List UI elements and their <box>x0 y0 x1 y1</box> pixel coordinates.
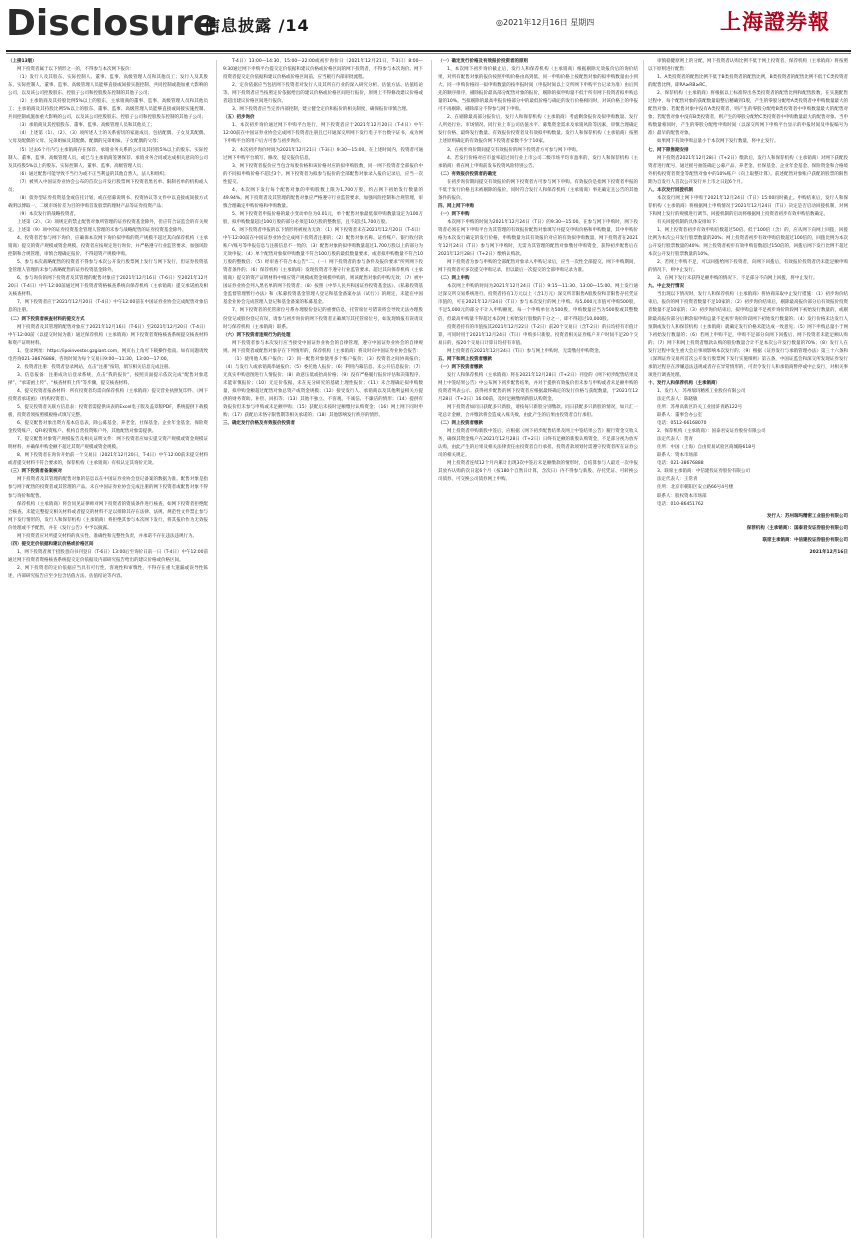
newspaper-logo: 上海證券報 <box>720 9 830 34</box>
body-paragraph: 2、保荐机构（主承销商）将根据以上标准得出各类投资者的配售比例和配售股数，在实施配售过程中，每个配售对象的获配数量取整后精确到1股，产生的零股分配给A类投资者中申购数量最大的配售对象；若配售对象中没有A类投资者，则产生的零股分配给B类投资者中申购数量最大的配售对象；若配售对象中没有B类投资者，则产生的零股分配给C类投资者中申购数量最大的配售对象。当申购数量相同时，产生的零股分配给申购时间（以深交所网下申购平台显示的申报时间及申报编号为准）最早的配售对象。 <box>648 91 848 137</box>
body-paragraph: 2、投资者注册：投资者登录网站，点击“注册”按钮，填写相关信息完成注册。 <box>17 364 174 370</box>
body-paragraph: 网下投资者及其管理的配售对象应于2021年12月16日（T-6日）至2021年12月20日（T-4日）中午12:00前（以提交时间为准）通过保荐机构（主承销商）网下投资者资格核查系统提交核查材料和资产证明材料。 <box>8 324 208 346</box>
body-paragraph: 4、本次网下发行每个配售对象的申购股数上限为1,700万股，约占网下初始发行数量的49.94%。网下投资者及其管理的配售对象应严格遵守行业监管要求，加强风险控制和合规管理，审慎合理确定申购价格和申购数量。 <box>223 187 423 209</box>
body-paragraph: 6、参与询价的网下投资者及其管理的配售对象应于2021年12月16日（T-6日）至2021年12月20日（T-4日）中午12:00前通过网下投资者资格核查系统向保荐机构（主承销商）提交承诺函及相关核查材料。 <box>8 276 208 298</box>
section-heading: （二）网上申购 <box>438 276 470 282</box>
section-heading: （四）提交定价依据和建议价格或价格区间 <box>8 541 94 547</box>
body-paragraph: 1、本次网下初步询价截止后，发行人和保荐机构（主承销商）根据剔除无效报价后的询价结果，对所有配售对象的报价按照申购价格由高到低、同一申购价格上按配售对象的拟申购数量由小到大、同一申购价格同一拟申购数量的按申报时间（申报时间以上交所网下申购平台记录为准）由后到先的顺序排序，剔除报价最高部分配售对象的报价，剔除的拟申购量不低于所有网下投资者拟申购总量的10%。当拟剔除的最高申报价格部分中的最低价格与确定的发行价格相同时，对该价格上的申报可不再剔除。剔除部分不得参与网下申购。 <box>438 67 638 113</box>
body-paragraph: （1）发行人及其股东、实际控制人、董事、监事、高级管理人员和其他员工；发行人及其股东、实际控制人、董事、监事、高级管理人员能够直接或间接实施控制、共同控制或施加重大影响的公司，以及该公司控股股东、控股子公司和控股股东控制的其他子公司； <box>8 75 208 97</box>
body-paragraph: 住所：苏州高新区浒关工业园浒青路122号 <box>657 405 743 411</box>
body-paragraph: （9）本次发行的战略投资者。 <box>17 211 79 217</box>
masthead <box>0 0 857 50</box>
body-paragraph: 2、若网上申购不足，可以回拨给网下投资者，向网下回拨后，有效报价投资者仍未能足额申购的情况下，则中止发行。 <box>648 260 848 274</box>
body-paragraph: 3、网下投资者报价应当包含每股价格和该价格对应的拟申购股数，同一网下投资者全部报价中的不同拟申购价格不超过3个。网下投资者为拟参与报价的全部配售对象录入报价记录后，应当一次性提交。 <box>223 163 423 185</box>
body-paragraph: 1、本次初步询价通过网下申购平台进行，网下投资者应于2021年12月20日（T-4日）中午12:00前在中国证券业协会完成网下投资者注册且已开通深交所网下发行电子平台数字证书，成为网下申购平台的用户后方可参与初步询价。 <box>223 123 423 145</box>
body-paragraph: （6）通过配售可能导致不当行为或不正当利益的其他自然人、法人和组织； <box>17 171 169 177</box>
body-paragraph: 4、投资者若参与网下询价，应确保本次网下询价拟申购的资产规模不超过其向保荐机构（主承销商）提交的资产规模或资金规模。投资者应按规定进行询价，并严格遵守行业监管要求，加强风险控制和合规管理，审慎合理确定报价，不得超资产规模申购。 <box>8 236 208 258</box>
section-heading: 九、中止发行情况 <box>648 284 684 290</box>
text-column-2 <box>223 58 423 1240</box>
column-divider <box>643 60 644 1238</box>
body-paragraph: 网下投资者2021年12月28日（T+2日）缴款后，发行人和保荐机构（主承销商）对网下获配投资者进行配号，通过摇号抽签确定公募产品、养老金、社保基金、企业年金基金、保险资金和合格境外机构投资者资金等配售对象中的10%账户（向上取整计算）。前述配售对象账户获配的股票的限售期为自发行人首次公开发行并上市之日起6个月。 <box>648 155 848 185</box>
section-heading: （二）有效报价投资者的确定 <box>438 171 497 177</box>
body-paragraph: 3、信息报备：注册成功后登录系统，点击“我的报价”，按照页面提示依次完成“配售对象选择”、“承诺函上传”、“核查材料上传”等步骤，提交核查材料。 <box>8 372 208 386</box>
section-heading: （一）网下投资者缴款 <box>438 364 483 370</box>
text-column-1 <box>8 58 208 1240</box>
body-paragraph: 法定代表人：陈晓敏 <box>657 396 698 402</box>
body-paragraph: 1、登录网址：https://ipoinvestor.gzgiant.com，网页右上角可下载操作指南。如有问题请致电咨询021-38676888，咨询时间为每个交易日9:00—11:30，13:00—17:00。 <box>8 348 208 362</box>
masthead-rule <box>6 50 851 52</box>
body-paragraph: 2、定价依据应当包括网下投资者对发行人及其所在行业的深入研究分析、估值方法、估值结论等。网下投资者应当按照定价依据给出的建议价格或价格区间进行报价，原则上不得修改建议价格或者超出建议价格区间进行报价。 <box>223 83 423 105</box>
column-divider <box>216 60 217 1238</box>
body-paragraph: 3、在网下发行未获得足额申购的情况下，不足部分不向网上回拨，将中止发行。 <box>657 276 818 282</box>
section-heading: （六）网下投资者违规行为的处理 <box>223 332 291 338</box>
body-paragraph: 网下投资者参与本次发行应当接受中国证券业协会的自律管理，遵守中国证券业协会的自律规则。网下投资者或配售对象存在下列情形的，保荐机构（主承销商）将及时向中国证券业协会报告： <box>223 340 423 354</box>
body-paragraph: 1、发行人：苏州瑞玛精密工业股份有限公司 <box>657 388 746 394</box>
body-paragraph: 2、保荐机构（主承销商）：国泰君安证券股份有限公司 <box>657 429 766 435</box>
body-paragraph: 投资者持有的市值按其2021年12月22日（T-2日）前20个交易日（含T-2日）的日均持有市值计算，可同时用于2021年12月24日（T日）申购多只新股。投资者相关证券账户开户时间不足20个交易日的，按20个交易日计算日均持有市值。 <box>438 324 638 346</box>
body-paragraph: 保荐机构（主承销商）将会同见证律师对网下投资者的资质条件进行核查，如网下投资者拒绝配合核查、未能完整提交相关材料或者提交的材料不足以排除其存在法律、法规、规范性文件禁止参与网下发行情形的，发行人和保荐机构（主承销商）将拒绝其参与本次网下发行，将其报价作为无效报价处理或不予配售，并在《发行公告》中予以披露。 <box>8 501 208 531</box>
body-paragraph: 住所：北京市朝阳区安立路66号4号楼 <box>657 485 734 491</box>
section-heading: （一）网下申购 <box>438 211 470 217</box>
body-paragraph: 审慎稳健原则上的分配，网下投资者认购比例不低于网上投资者，保荐机构（主承销商）将按照以下原则进行配售： <box>648 59 848 73</box>
body-paragraph: 1、网上投资者初步有效申购倍数超过50倍、低于100倍（含）的，应从网下向网上回拨，回拨比例为本次公开发行股票数量的20%；网上投资者初步有效申购倍数超过100倍的，回拨比例为本次公开发行股票数量的40%；网上投资者初步有效申购倍数超过150倍的，回拨后网下发行比例不超过本次公开发行股票数量的10%。 <box>648 227 848 258</box>
body-paragraph: 法定代表人：王常青 <box>657 477 698 483</box>
brand-title: Disclosure <box>6 3 218 44</box>
body-paragraph: 5、提交投资者关联方信息表：投资者需提供该表的Excel电子版及盖章版PDF，系统提供下载模板，投资者须按照模板格式填写完整。 <box>8 405 208 419</box>
body-paragraph: 网下投资者应对所提交材料的真实性、准确性和完整性负责，并承诺不存在违法违规行为。 <box>17 533 197 539</box>
body-paragraph: T-4日）13:00—14:30、15:00—22:00或初步询价日（2021年12月21日，T-3日）8:00—9:30通过网下申购平台提交定价依据和建议价格或价格区间的网下投资者，不得参与本次询价。网下投资者提交定价依据和建议价格或价格区间前，应当履行内部审批流程。 <box>223 59 423 81</box>
body-paragraph: 网上投资者连续12个月内累计出现3次中签后未足额缴款的情形时，自结算参与人最近一次申报其放弃认购的次日起6个月（按180个自然日计算，含次日）内不得参与新股、存托凭证、可转换公司债券、可交换公司债券网上申购。 <box>438 461 638 483</box>
body-paragraph: 本次发行网上网下申购于2021年12月24日（T日）15:00同时截止。申购结束后，发行人和保荐机构（主承销商）将根据网上申购情况于2021年12月24日（T日）决定是否启动回拨机制，对网下和网上发行的规模进行调节。回拨机制的启动将根据网上投资者初步有效申购倍数确定。 <box>648 195 848 217</box>
body-paragraph: 3、联席主承销商：中信建投证券股份有限公司 <box>657 469 750 475</box>
body-paragraph: （8）债券型证券投资基金或信托计划，或在招募说明书、投资协议等文件中以直接或间接方式载明以博取一、二级市场价差为目的申购首发股票的理财产品等证券投资产品； <box>8 195 208 209</box>
section-heading: （二）网下投资者核查材料的提交方式 <box>8 316 85 322</box>
signature-line: 发行人：苏州瑞玛精密工业股份有限公司 <box>767 513 848 519</box>
body-paragraph: 4、若发行价格对应市盈率超过同行业上市公司二级市场平均市盈率的，发行人和保荐机构（主承销商）将在网上申购前发布投资风险特别公告。 <box>438 155 638 169</box>
section-heading: （一）确定发行价格及有效报价投资者的原则 <box>438 59 528 64</box>
body-paragraph: （7）被列入中国证券业协会公布的首次公开发行股票网下投资者黑名单、限制名单的机构或人员； <box>8 179 208 193</box>
section-heading: 四、网上网下申购 <box>438 203 474 209</box>
body-paragraph: 6、提交配售对象出资方基本信息表，除公募基金、养老金、社保基金、企业年金基金、保险资金投资账户、QFII投资账户、机构自营投资账户外，其他配售对象需提供。 <box>8 421 208 435</box>
text-column-3 <box>438 58 638 1240</box>
body-paragraph: 网下投资者如同日获配多只新股，请按每只新股分别缴款。同日获配多只新股的情况，如只汇一笔总计金额，合并缴款将会造成入账失败，由此产生的后果由投资者自行承担。 <box>438 405 638 419</box>
body-paragraph: 8、网下投资者在询价开始前一个交易日（2021年12月20日，T-4日）中午12:00前未提交材料或者提交材料不符合要求的，保荐机构（主承销商）有权认定其询价无效。 <box>8 453 208 467</box>
body-paragraph: 4、提交投资者报备材料：所有投资者均需向保荐机构（主承销商）提交营业执照复印件、《网下投资者承诺函》（机构投资者）。 <box>8 388 208 402</box>
body-paragraph: 5、网下投资者申报价格的最小变动单位为0.01元，单个配售对象最低拟申购数量设定为100万股，拟申购数量超过100万股的部分必须是10万股的整数倍，且不超过1,700万股。 <box>223 211 423 225</box>
body-paragraph: 网下投资者属于以下情形之一的，不得参与本次网下报价： <box>17 67 134 73</box>
section-heading: （二）网上投资者缴款 <box>438 421 483 427</box>
body-paragraph: （3）承销商及其控股股东、董事、监事、高级管理人员和其他员工； <box>17 123 155 129</box>
section-heading: 八、本次发行回拨机制 <box>648 187 693 193</box>
body-paragraph: 2、本次初步询价时间为2021年12月21日（T-3日）9:30—15:00。在上述时间内，投资者可通过网下申购平台填写、修改、提交报价信息。 <box>223 147 423 161</box>
body-paragraph: 网上投资者在2021年12月24日（T日）参与网上申购时，无需缴付申购资金。 <box>447 348 604 354</box>
body-paragraph: 本次网上申购的时间为2021年12月24日（T日）9:15—11:30、13:00—15:00。网上发行通过深交所交易系统进行。投资者持有1万元以上（含1万元）深交所非限售A股股份和非限售存托凭证市值的，可在2021年12月24日（T日）参与本次发行的网上申购。每5,000元市值可申购500股，不足5,000元的部分不计入申购额度。每一个申购单位为500股，申购数量应当为500股或其整数倍，但最高申购量不得超过本次网上初始发行股数的千分之一，即不得超过10,000股。 <box>438 284 638 322</box>
date-line: ◎2021年12月16日 星期四 <box>496 18 595 27</box>
body-paragraph: 电话：0512-66168070 <box>657 421 707 427</box>
body-paragraph: 本次网下申购的时间为2021年12月24日（T日）的9:30—15:00。在参与网下申购时，网下投资者必须在网下申购平台为其管理的有效报价配售对象填写并提交申购价格和申购数量，其中申购价格为本次发行确定的发行价格，申购数量为其有效报价对应的有效拟申购数量。网下投资者在2021年12月24日（T日）参与网下申购时，无需为其管理的配售对象缴付申购资金，获得初步配售后在2021年12月28日（T+2日）缴纳认购款。 <box>438 219 638 258</box>
body-paragraph: 住所：中国（上海）自由贸易试验区商城路618号 <box>657 445 756 451</box>
body-paragraph: 发行人和保荐机构（主承销商）将在2021年12月28日（T+2日）刊登的《网下初步配售结果及网上中签结果公告》中公布网下初步配售结果，并对于提供有效报价但未参与申购或者未足额申购的投资者列表公示。获得初步配售的网下投资者应根据最终确定的发行价格与获配数量，于2021年12月28日（T+2日）16:00前，及时足额缴纳新股认购资金。 <box>438 372 638 402</box>
text-column-4 <box>648 58 848 1240</box>
body-paragraph: 上述第（2）、（3）项规定的禁止配售对象所管理的证券投资基金除外，但应符合证监会的有关规定。上述第（9）项中的证券投资基金管理人管理的未参与战略配售的证券投资基金除外。 <box>8 219 208 233</box>
body-paragraph: 3、网下投资者应当完善内部控制，建立健全定价和报价的相关制度，确保报价审慎合理。 <box>232 107 411 113</box>
body-paragraph: 电话：021-38676888 <box>657 461 704 467</box>
body-paragraph: 2、网下投资者的定价依据应当具有可行性、客观性和审慎性，不得存在重大遗漏或误导性陈述，内部研究报告应至少包含估值方法、估值结论等内容。 <box>8 565 208 579</box>
body-paragraph: （2）主承销商及其持股比例5%以上的股东，主承销商的董事、监事、高级管理人员和其他员工；主承销商及其持股比例5%以上的股东、董事、监事、高级管理人员能够直接或间接实施控制、共同控制或施加重大影响的公司，以及该公司控股股东、控股子公司和控股股东控制的其他子公司； <box>8 99 208 121</box>
signature-line: 保荐机构（主承销商）：国泰君安证券股份有限公司 <box>746 525 848 531</box>
body-paragraph: 联系人：股权资本市场部 <box>657 493 707 499</box>
body-paragraph: 网下投资者及其管理的配售对象的信息以在中国证券业协会登记备案的数据为准。配售对象是指参与网下配售的投资者或其管理的产品。未在中国证券业协会完成注册的网下投资者或配售对象不得参与询价和配售。 <box>8 477 208 499</box>
body-paragraph: 2、在剔除最高部分报价后，发行人和保荐机构（主承销商）考虑剩余报价及拟申购数量、发行人所处行业、市场情况、同行业上市公司估值水平、募集资金需求及承销风险等因素，审慎合理确定发行价格、最终发行数量、有效报价投资者及有效拟申购数量。发行人和保荐机构（主承销商）按照上述原则确定的有效报价网下投资者家数不少于10家。 <box>438 115 638 145</box>
body-paragraph: 5、参与本次战略配售的投资者不得参与本次公开发行股票网上发行与网下发行，但证券投资基金管理人管理的未参与战略配售的证券投资基金除外。 <box>8 260 208 274</box>
section-heading: 七、网下限售期安排 <box>648 147 689 153</box>
masthead-rule-thin <box>6 53 851 54</box>
section-heading: 五、网下和网上投资者缴款 <box>438 356 492 362</box>
body-paragraph: （5）过去6个月内与主承销商存在保荐、承销业务关系的公司及其持股5%以上的股东、实际控制人、董事、监事、高级管理人员，或已与主承销商签署保荐、承销业务合同或达成相关意向的公司及其持股5%以上的股东、实际控制人、董事、监事、高级管理人员； <box>8 147 208 169</box>
body-paragraph: 7、网下投资者应于2021年12月20日（T-4日）中午12:00前在中国证券业协会完成配售对象信息的注册。 <box>8 300 208 314</box>
signature-line: 2021年12月16日 <box>809 549 848 555</box>
section-title: 信息披露 /14 <box>204 16 310 35</box>
body-paragraph: 1、网下投资者须于招股意向书刊登日（T-6日）13:00后至询价日前一日（T-4日）中午12:00前通过网下投资者资格核查系统提交定价依据及内部研究报告给出的建议价格或价格区间。 <box>8 549 208 563</box>
body-paragraph: （1）使用他人账户报价；（2）同一配售对象使用多个账户报价；（3）投资者之间协商报价；（4）与发行人或承销商串通报价；（5）委托他人报价；（6）利用内幕信息、未公开信息报价；（7）无真实申购意图进行人情报价；（8）故意压低或抬高价格；（9）没有严格履行报价评估和决策程序、未能审慎报价；（10）无定价依据、未在充分研究的基础上理性报价；（11）未合理确定拟申购数量，拟申购金额超过配售对象总资产或资金规模；（12）接受发行人、承销商以及其他利益相关方提供的财务资助、补偿、回扣等；（13）其他不独立、不客观、不诚信、不廉洁的情形；（14）提供有效报价但未参与申购或未足额申购；（15）获配后未按时足额缴付认购资金；（16）网上网下同时申购；（17）获配后未恪守限售期等相关承诺的；（18）其他影响发行秩序的情形。 <box>223 356 423 419</box>
body-paragraph: 3、在初步询价期间提交有效报价的网下投资者方可参与网下申购。 <box>447 147 581 153</box>
body-paragraph: 7、提交配售对象资产规模报告及相关证明文件：网下投资者应如实提交资产规模或资金规模证明材料，并确保申购金额不超过其资产规模或资金规模。 <box>8 437 208 451</box>
section-heading: （上接13版） <box>8 59 37 64</box>
section-heading: 十、发行人和保荐机构（主承销商） <box>648 380 720 386</box>
body-paragraph: 6、网下投资者申报的以下情形将被视为无效：（1）网下投资者未在2021年12月20日（T-4日）中午12:00前在中国证券业协会完成网下投资者注册的；（2）配售对象名称、证券账户、银行收付款账户/账号等申报信息与注册信息不一致的；（3）配售对象的拟申购数量超过1,700万股以上的部分为无效申报；（4）单个配售对象拟申购数量不符合100万股的最低数量要求，或者拟申购数量不符合10万股的整数倍；（5）经审查不符合本公告“二、（一）网下投资者的参与条件及报价要求”所列网下投资者条件的；（6）保荐机构（主承销商）发现投资者不遵守行业监管要求、超过其向保荐机构（主承销商）提交的资产证明材料中相应资产规模或资金规模申购的，则该配售对象的申购无效；（7）被中国证券业协会列入黑名单的网下投资者；（8）按照《中华人民共和国证券投资基金法》、《私募投资基金监督管理暂行办法》和《私募投资基金管理人登记和基金备案办法（试行）》的规定，未能在中国基金业协会完成管理人登记和基金备案的私募基金。 <box>223 227 423 306</box>
body-paragraph: 网下投资者为参与申购的全部配售对象录入申购记录后，应当一次性全部提交。网下申购期间，网下投资者可多次提交申购记录，但以最后一次提交的全部申购记录为准。 <box>438 260 638 274</box>
body-paragraph: （4）上述第（1）、（2）、（3）项所述人士的关系密切的家庭成员，包括配偶、子女及其配偶、父母及配偶的父母、兄弟姐妹及其配偶、配偶的兄弟姐妹、子女配偶的父母； <box>8 131 208 145</box>
body-paragraph: 法定代表人：贺青 <box>657 437 693 443</box>
signature-line: 联席主承销商：中信建投证券股份有限公司 <box>762 537 848 543</box>
body-paragraph: 有关回拨机制的具体安排如下： <box>657 219 720 225</box>
column-divider <box>431 60 432 1238</box>
section-heading: （三）网下投资者备案核对 <box>8 469 62 475</box>
body-paragraph: 7、网下投资者的托管席位号系办理股份登记的重要信息，托管席位号错误将会导致无法办理股份登记或股份登记有误，请参与初步询价的网下投资者正确填写其托管席位号，如发现填报有误请及时与保荐机构（主承销商）联系。 <box>223 308 423 330</box>
body-paragraph: 联系人：董事会办公室 <box>657 413 702 419</box>
body-paragraph: 网上投资者申购新股中签后，应根据《网下初步配售结果及网上中签结果公告》履行资金交收义务，确保其资金账户在2021年12月28日（T+2日）日终有足额的新股认购资金，不足部分视为放弃认购，由此产生的后果及相关法律责任由投资者自行承担。投资者款项划付需遵守投资者所在证券公司的相关规定。 <box>438 429 638 459</box>
section-heading: （五）初步询价 <box>223 115 255 121</box>
section-heading: 三、确定发行价格及有效报价投资者 <box>223 421 295 427</box>
body-paragraph: 在初步询价期间提交有效报价的网下投资者方可参与网下申购。有效报价是指网下投资者申报的不低于发行价格且未被剔除的报价，同时符合发行人和保荐机构（主承销商）事先确定且公告的其他条件的报价。 <box>438 179 638 201</box>
body-paragraph: 当出现以下情况时，发行人和保荐机构（主承销商）将协商采取中止发行措施：（1）初步询价结束后，报价的网下投资者数量不足10家的；（2）初步询价结束后，剔除最高报价部分后有效报价投资者数量不足10家的；（3）初步询价结束后，拟申购总量不足初步询价阶段网下初始发行数量的，或剔除最高报价部分后剩余拟申购总量不足初步询价阶段网下初始发行数量的；（4）发行价格未达发行人预期或发行人和保荐机构（主承销商）就确定发行价格未能达成一致意见；（5）网下申购总量小于网下初始发行数量的；（6）若网上申购不足，申购不足部分向网下回拨后，网下投资者未能足额认购的；（7）网下和网上投资者缴款认购的股份数量合计不足本次公开发行数量的70%；（8）发行人在发行过程中发生重大会后事项影响本次发行的；（9）根据《证券发行与承销管理办法》第三十六条和《深圳证券交易所首次公开发行股票网下发行实施细则》第五条，中国证监会和深交所发现证券发行承销过程存在涉嫌违法违规或者存在异常情形的，可责令发行人和承销商暂停或中止发行，对相关事项进行调查处理。 <box>648 292 848 378</box>
body-paragraph: 联系人：资本市场部 <box>657 453 698 459</box>
body-paragraph: 1、A类投资者的配售比例不低于B类投资者的配售比例，B类投资者的配售比例不低于C类投资者的配售比例，即RA≥RB≥RC。 <box>648 75 848 89</box>
body-paragraph: 电话：010-86451762 <box>657 501 704 507</box>
body-paragraph: 如果网下有效申购总量小于本次网下发行数量，将中止发行。 <box>657 139 779 145</box>
